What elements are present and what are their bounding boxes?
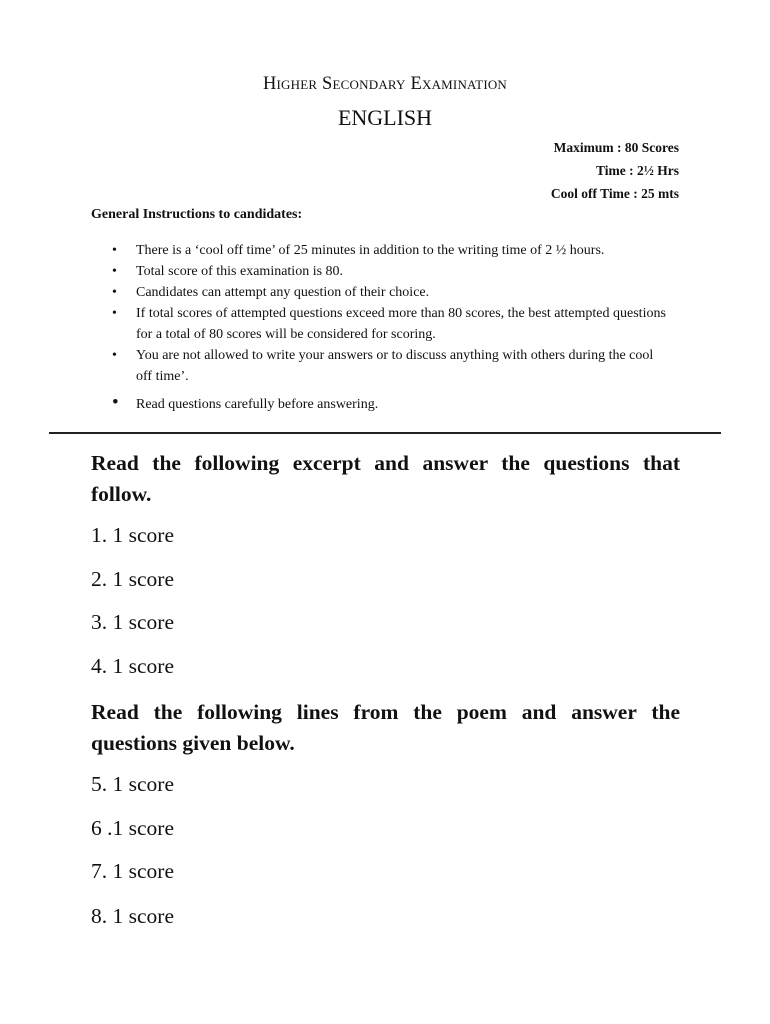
exam-time: Time : 2½ Hrs (596, 163, 679, 178)
instruction-item: • If total scores of attempted questions exceed more than 80 scores, the best attempted questions for a total of 80 scores will be considered for scoring. (112, 303, 672, 345)
instruction-item: • Read questions carefully before answering. (112, 394, 672, 415)
question-item: 6 .1 score (91, 816, 174, 840)
question-item: 3. 1 score (91, 610, 174, 634)
section-heading-poem: Read the following lines from the poem and answer the questions given below. (91, 700, 680, 755)
instruction-item: • There is a ‘cool off time’ of 25 minutes in addition to the writing time of 2 ½ hours. (112, 240, 672, 261)
instruction-item: • Candidates can attempt any question of their choice. (112, 282, 672, 303)
instruction-item: • Total score of this examination is 80. (112, 261, 672, 282)
maximum-scores: Maximum : 80 Scores (553, 140, 679, 155)
cool-off-time: Cool off Time : 25 mts (550, 186, 679, 201)
subject-title: ENGLISH (337, 105, 433, 130)
question-item: 2. 1 score (91, 567, 174, 591)
question-item: 8. 1 score (91, 904, 174, 928)
question-item: 4. 1 score (91, 654, 174, 678)
instructions-list (112, 240, 672, 415)
instruction-item: • You are not allowed to write your answers or to discuss anything with others during the cool off time’. (112, 345, 672, 387)
question-item: 1. 1 score (91, 523, 174, 547)
section-divider (49, 432, 721, 434)
question-item: 7. 1 score (91, 859, 174, 883)
section-heading-excerpt: Read the following excerpt and answer the questions that follow. (91, 451, 680, 506)
question-item: 5. 1 score (91, 772, 174, 796)
exam-title: Higher Secondary Examination (262, 74, 508, 94)
instructions-heading: General Instructions to candidates: (91, 207, 303, 222)
